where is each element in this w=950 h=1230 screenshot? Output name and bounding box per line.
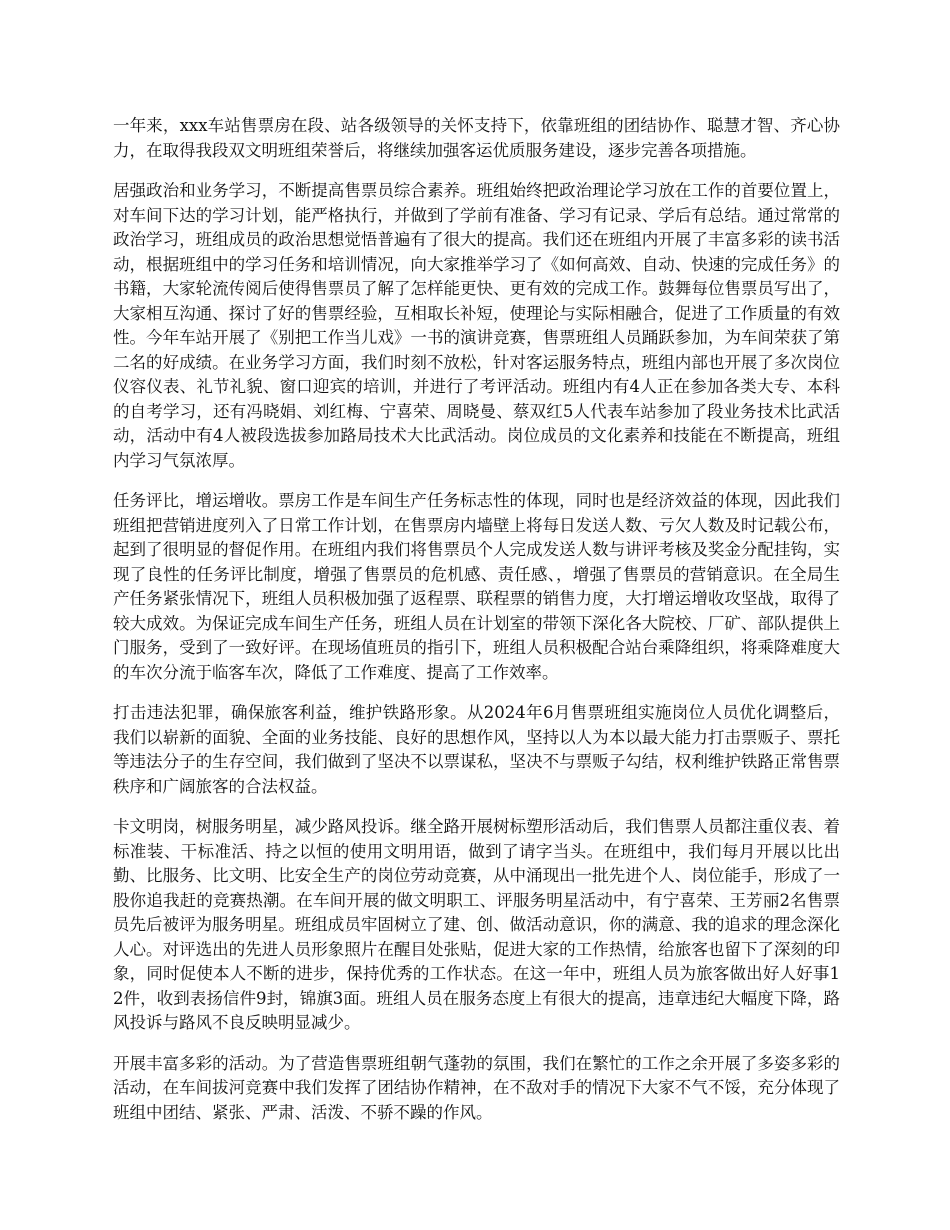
document-page <box>113 114 840 1141</box>
paragraph-crime: 打击违法犯罪，确保旅客利益，维护铁路形象。从2024年6月售票班组实施岗位人员优化调整后，我们以崭新的面貌、全面的业务技能、良好的思想作风，坚持以人为本以最大能力打击票贩子、票托等违法分子的生存空间，我们做到了坚决不以票谋私，坚决不与票贩子勾结，权利维护铁路正常售票秩序和广阔旅客的合法权益。 <box>113 703 840 796</box>
paragraph-activities: 开展丰富多彩的活动。为了营造售票班组朝气蓬勃的氛围，我们在繁忙的工作之余开展了多姿多彩的活动，在车间拔河竞赛中我们发挥了团结协作精神，在不敌对手的情况下大家不气不馁，充分体现了班组中团结、紧张、严肃、活泼、不骄不躁的作风。 <box>113 1053 840 1122</box>
paragraph-tasks: 任务评比，增运增收。票房工作是车间生产任务标志性的体现，同时也是经济效益的体现，因此我们班组把营销进度列入了日常工作计划，在售票房内墙壁上将每日发送人数、亏欠人数及时记载公布，起到了很明显的督促作用。在班组内我们将售票员个人完成发送人数与讲评考核及奖金分配挂钩，实现了良性的任务评比制度，增强了售票员的危机感、责任感、，增强了售票员的营销意识。在全局生产任务紧张情况下，班组人员积极加强了返程票、联程票的销售力度，大打增运增收攻坚战，取得了较大成效。为保证完成车间生产任务，班组人员在计划室的带领下深化各大院校、厂矿、部队提供上门服务，受到了一致好评。在现场值班员的指引下，班组人员积极配合站台乘降组织，将乘降难度大的车次分流于临客车次，降低了工作难度、提高了工作效率。 <box>113 491 840 682</box>
paragraph-service: 卡文明岗，树服务明星，减少路风投诉。继全路开展树标塑形活动后，我们售票人员都注重仪表、着标准装、干标准活、持之以恒的使用文明用语，做到了请字当头。在班组中，我们每月开展以比出勤、比服务、比文明、比安全生产的岗位劳动竞赛，从中涌现出一批先进个人、岗位能手，形成了一股你追我赶的竞赛热潮。在车间开展的做文明职工、评服务明星活动中，有宁喜荣、王芳丽2名售票员先后被评为服务明星。班组成员牢固树立了建、创、做活动意识，你的满意、我的追求的理念深化人心。对评选出的先进人员形象照片在醒目处张贴，促进大家的工作热情，给旅客也留下了深刻的印象，同时促使本人不断的进步，保持优秀的工作状态。在这一年中，班组人员为旅客做出好人好事12件，收到表扬信件9封，锦旗3面。班组人员在服务态度上有很大的提高，违章违纪大幅度下降，路风投诉与路风不良反映明显减少。 <box>113 817 840 1032</box>
paragraph-study: 居强政治和业务学习，不断提高售票员综合素养。班组始终把政治理论学习放在工作的首要位置上，对车间下达的学习计划，能严格执行，并做到了学前有准备、学习有记录、学后有总结。通过常常的政治学习，班组成员的政治思想觉悟普遍有了很大的提高。我们还在班组内开展了丰富多彩的读书活动，根据班组中的学习任务和培训情况，向大家推举学习了《如何高效、自动、快速的完成任务》的书籍，大家轮流传阅后使得售票员了解了怎样能更快、更有效的完成工作。鼓舞每位售票员写出了，大家相互沟通、探讨了好的售票经验，互相取长补短，使理论与实际相融合，促进了工作质量的有效性。今年车站开展了《别把工作当儿戏》一书的演讲竞赛，售票班组人员踊跃参加，为车间荣获了第二名的好成绩。在业务学习方面，我们时刻不放松，针对客运服务特点，班组内部也开展了多次岗位仪容仪表、礼节礼貌、窗口迎宾的培训，并进行了考评活动。班组内有4人正在参加各类大专、本科的自考学习，还有冯晓娟、刘红梅、宁喜荣、周晓曼、蔡双红5人代表车站参加了段业务技术比武活动，活动中有4人被段选拔参加路局技术大比武活动。岗位成员的文化素养和技能在不断提高，班组内学习气氛浓厚。 <box>113 181 840 470</box>
paragraph-intro: 一年来，xxx车站售票房在段、站各级领导的关怀支持下，依靠班组的团结协作、聪慧才智、齐心协力，在取得我段双文明班组荣誉后，将继续加强客运优质服务建设，逐步完善各项措施。 <box>113 116 840 160</box>
